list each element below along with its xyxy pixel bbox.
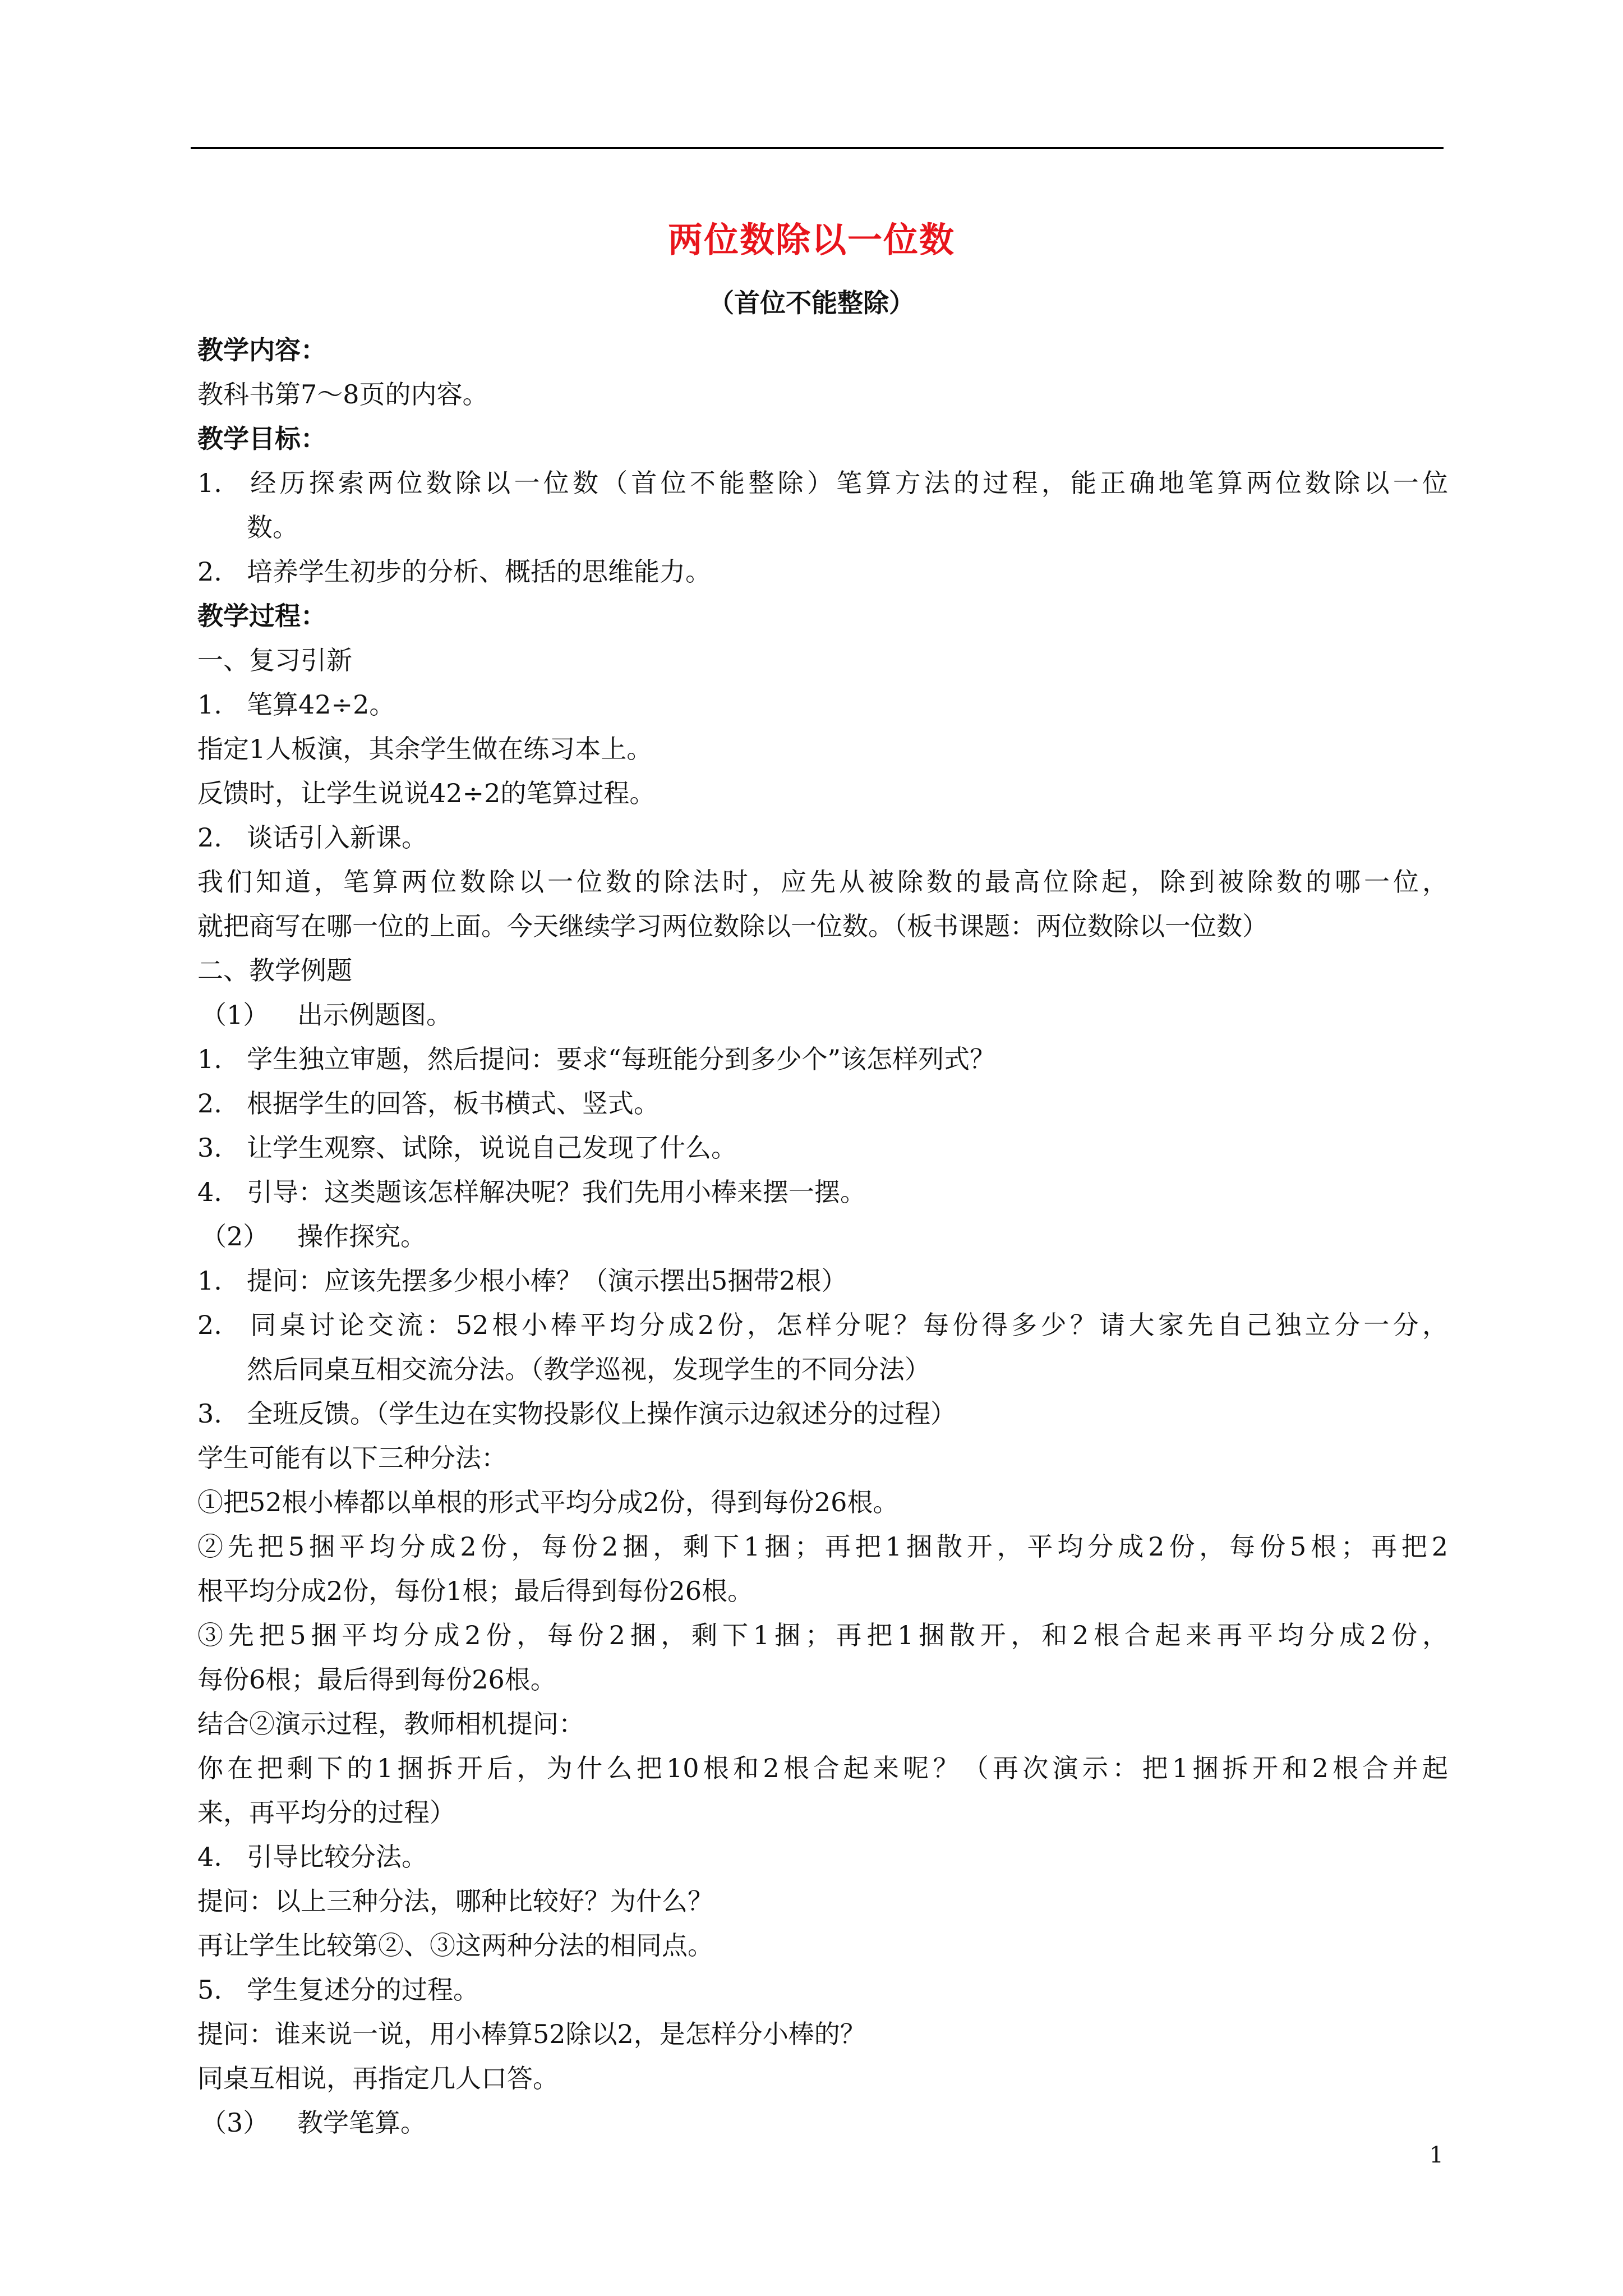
paragraph: 提问：以上三种分法，哪种比较好？为什么？ xyxy=(197,1886,713,1916)
list-item xyxy=(197,1968,1448,2012)
part-text: 出示例题图。 xyxy=(297,1000,452,1030)
item-text: 提问：应该先摆多少根小棒？（演示摆出5捆带2根） xyxy=(247,1266,847,1296)
part-heading-3 xyxy=(197,2101,1448,2145)
item-text: 全班反馈。（学生边在实物投影仪上操作演示边叙述分的过程） xyxy=(247,1398,956,1429)
paragraph: 你在把剩下的1捆拆开后，为什么把10根和2根合起来呢？（再次演示：把1捆拆开和2根合并起 xyxy=(197,1753,1448,1783)
process-heading: 教学过程： xyxy=(197,601,326,631)
item-number: 2. xyxy=(197,1310,222,1340)
item-text: 谈话引入新课。 xyxy=(247,822,427,853)
content-text: 教科书第7～8页的内容。 xyxy=(197,379,488,409)
part-number: （1） xyxy=(201,1000,269,1030)
goal-text: 经历探索两位数除以一位数（首位不能整除）笔算方法的过程，能正确地笔算两位数除以一位 xyxy=(247,468,1448,498)
item-number: 2. xyxy=(197,1088,222,1119)
goal-item-1 xyxy=(197,461,1448,505)
paragraph: 指定1人板演，其余学生做在练习本上。 xyxy=(197,734,653,764)
part-text: 教学笔算。 xyxy=(297,2108,426,2138)
item-number: 2. xyxy=(197,822,222,853)
item-text: 让学生观察、试除，说说自己发现了什么。 xyxy=(247,1133,737,1163)
method-3-continued: 每份6根；最后得到每份26根。 xyxy=(197,1664,556,1695)
paragraph: 反馈时，让学生说说42÷2的笔算过程。 xyxy=(197,778,656,808)
content-heading: 教学内容： xyxy=(197,335,326,365)
part-heading-2 xyxy=(197,1214,1448,1259)
list-item xyxy=(197,1082,1448,1126)
goal-item-1-continued: 数。 xyxy=(247,512,298,542)
part-number: （2） xyxy=(201,1221,269,1251)
item-number: 3. xyxy=(197,1133,222,1163)
item-number: 4. xyxy=(197,1177,222,1207)
paragraph-continued: 就把商写在哪一位的上面。今天继续学习两位数除以一位数。（板书课题：两位数除以一位数） xyxy=(197,911,1268,941)
list-item xyxy=(197,1303,1448,1347)
item-number: 4. xyxy=(197,1842,222,1872)
list-item xyxy=(197,1126,1448,1170)
list-item xyxy=(197,1170,1448,1214)
document-body xyxy=(197,328,1448,2145)
list-item xyxy=(197,1037,1448,1082)
document-subtitle: （首位不能整除） xyxy=(708,288,915,318)
item-text: 根据学生的回答，板书横式、竖式。 xyxy=(247,1088,660,1119)
document-title: 两位数除以一位数 xyxy=(667,219,955,260)
goals-heading: 教学目标： xyxy=(197,424,326,454)
item-number: 1. xyxy=(197,1044,222,1074)
method-2: ②先把5捆平均分成2份，每份2捆，剩下1捆；再把1捆散开，平均分成2份，每份5根；再把2 xyxy=(197,1531,1448,1562)
paragraph: 我们知道，笔算两位数除以一位数的除法时，应先从被除数的最高位除起，除到被除数的哪一位， xyxy=(197,867,1448,897)
goal-text: 培养学生初步的分析、概括的思维能力。 xyxy=(247,556,711,587)
item-number: 3. xyxy=(197,1398,222,1429)
item-text: 学生独立审题，然后提问：要求“每班能分到多少个”该怎样列式？ xyxy=(247,1044,996,1074)
list-item xyxy=(197,1835,1448,1879)
page-number: 1 xyxy=(1429,2142,1444,2168)
item-number: 5. xyxy=(197,1975,222,2005)
item-text: 引导：这类题该怎样解决呢？我们先用小棒来摆一摆。 xyxy=(247,1177,866,1207)
list-item xyxy=(197,1392,1448,1436)
review-item-1 xyxy=(197,683,1448,727)
part-text: 操作探究。 xyxy=(297,1221,426,1251)
paragraph: 再让学生比较第②、③这两种分法的相同点。 xyxy=(197,1930,713,1961)
paragraph: 学生可能有以下三种分法： xyxy=(197,1443,507,1473)
review-item-2 xyxy=(197,816,1448,860)
header-rule xyxy=(191,147,1444,149)
list-item xyxy=(197,1259,1448,1303)
paragraph: 同桌互相说，再指定几人口答。 xyxy=(197,2063,559,2093)
goal-number: 2. xyxy=(197,556,222,587)
paragraph: 提问：谁来说一说，用小棒算52除以2，是怎样分小棒的？ xyxy=(197,2019,866,2049)
method-1: ①把52根小棒都以单根的形式平均分成2份，得到每份26根。 xyxy=(197,1487,899,1517)
list-item-continued: 然后同桌互相交流分法。（教学巡视，发现学生的不同分法） xyxy=(247,1354,930,1384)
section-heading-example: 二、教学例题 xyxy=(197,955,352,986)
item-text: 同桌讨论交流：52根小棒平均分成2份，怎样分呢？每份得多少？请大家先自己独立分一分， xyxy=(247,1310,1448,1340)
part-heading-1 xyxy=(197,993,1448,1037)
section-heading-review: 一、复习引新 xyxy=(197,645,352,675)
method-3: ③先把5捆平均分成2份，每份2捆，剩下1捆；再把1捆散开，和2根合起来再平均分成2份， xyxy=(197,1620,1448,1650)
item-number: 1. xyxy=(197,689,222,720)
item-number: 1. xyxy=(197,1266,222,1296)
part-number: （3） xyxy=(201,2108,269,2138)
goal-item-2 xyxy=(197,550,1448,594)
goal-number: 1. xyxy=(197,468,222,498)
item-text: 学生复述分的过程。 xyxy=(247,1975,479,2005)
paragraph: 结合②演示过程，教师相机提问： xyxy=(197,1709,584,1739)
paragraph-continued: 来，再平均分的过程） xyxy=(197,1797,455,1828)
method-2-continued: 根平均分成2份，每份1根；最后得到每份26根。 xyxy=(197,1576,754,1606)
item-text: 笔算42÷2。 xyxy=(247,689,395,720)
item-text: 引导比较分法。 xyxy=(247,1842,427,1872)
